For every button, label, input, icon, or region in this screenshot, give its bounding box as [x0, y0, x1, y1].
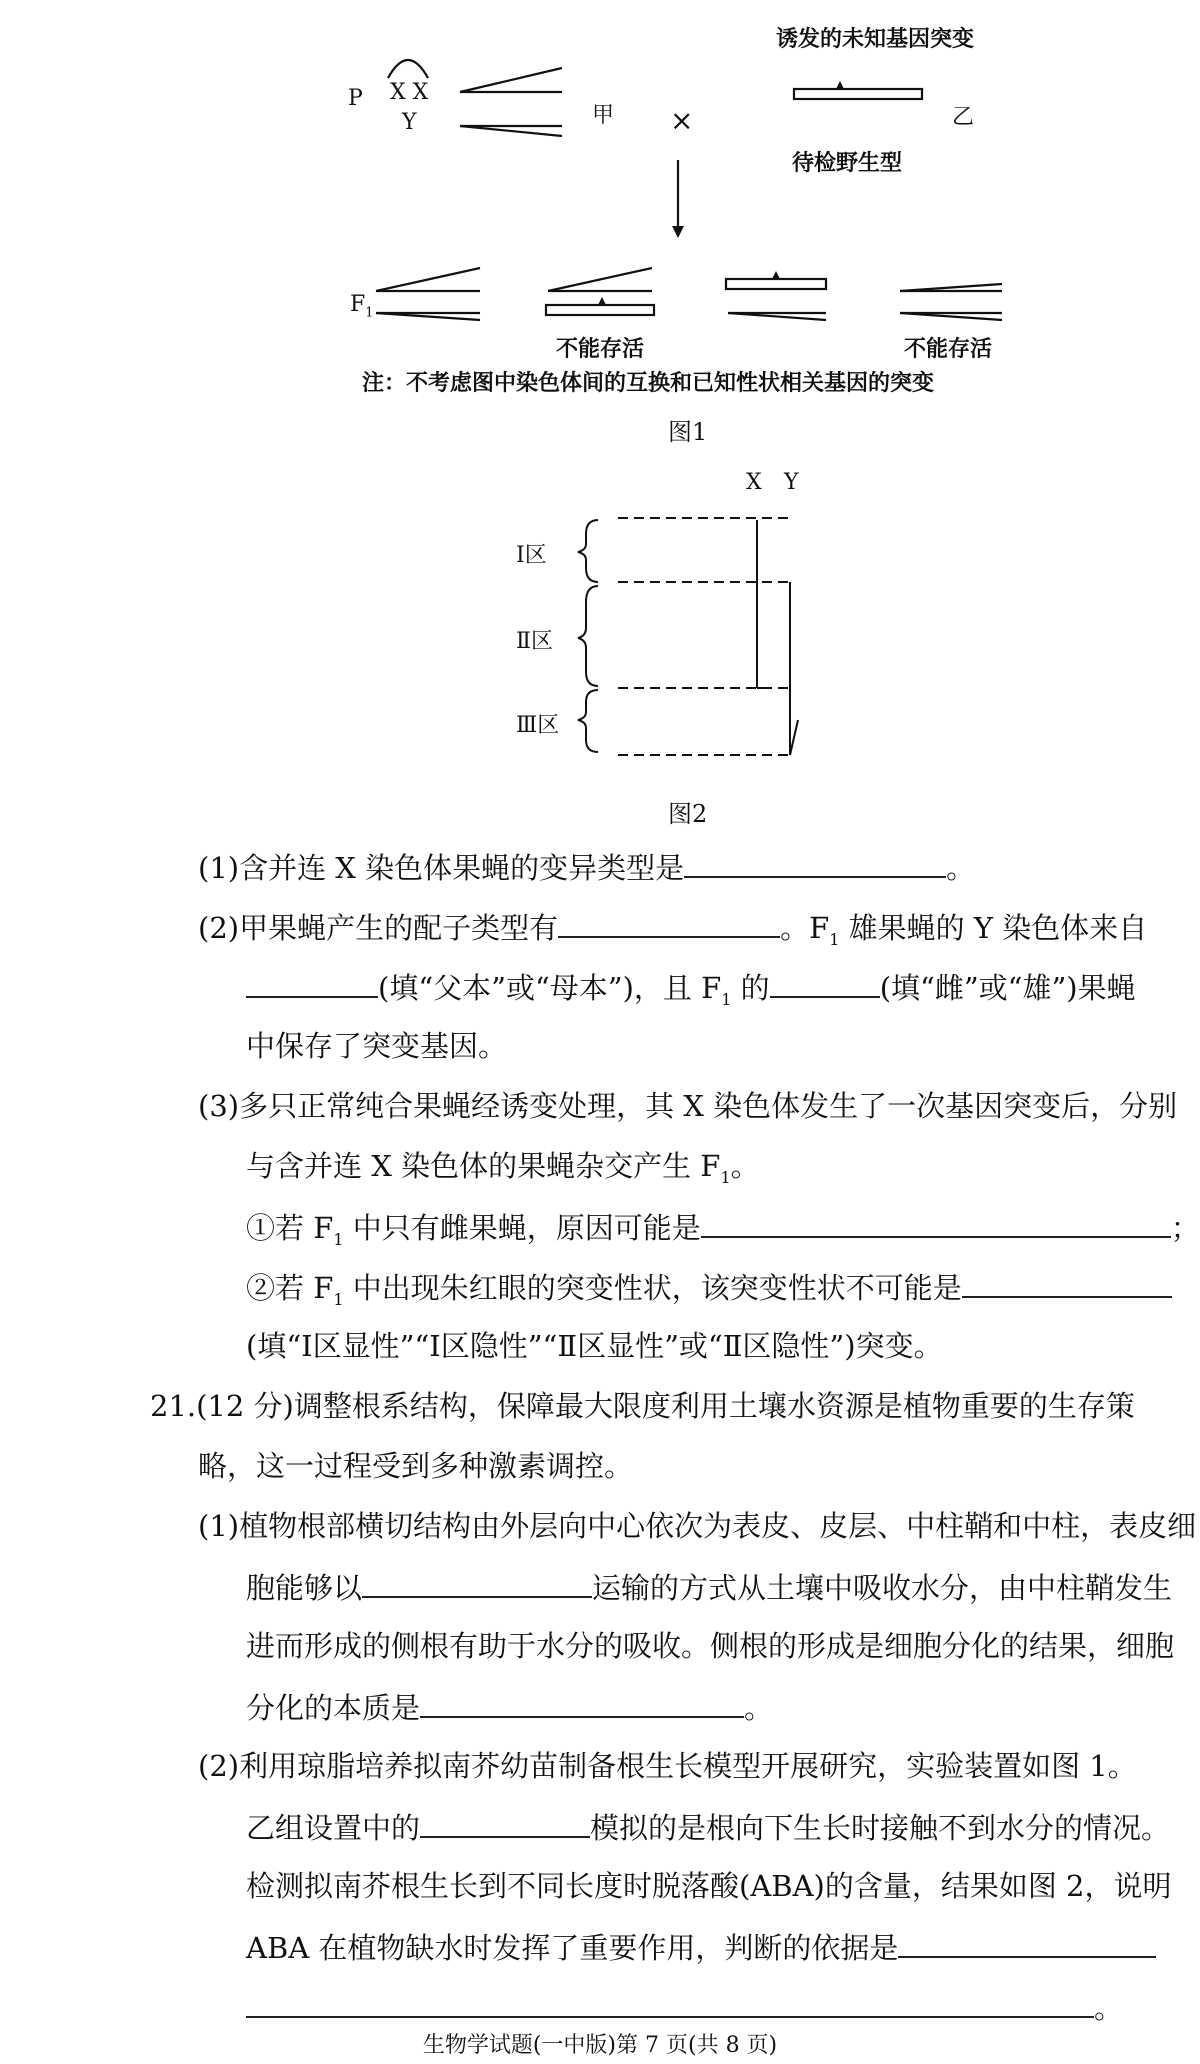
- q20-part2-line3: 中保存了突变基因。: [246, 1029, 508, 1063]
- q21-part2-line5: 。: [246, 1986, 1126, 2028]
- cannot-survive-label-2: 不能存活: [904, 336, 993, 362]
- q20-part3-sub2-cont: (填“Ⅰ区显性”“Ⅰ区隐性”“Ⅱ区显性”或“Ⅱ区隐性”)突变。: [246, 1329, 943, 1363]
- q20-part2-line1: (2)甲果蝇产生的配子类型有 。$F_1$ 雄果蝇的 Y 染色体来自: [198, 906, 1147, 960]
- brace-region-1: [578, 520, 598, 582]
- answer-blank[interactable]: [246, 1986, 1094, 2018]
- xx-arc: [388, 60, 428, 78]
- f1-label: $F_1$: [350, 292, 374, 321]
- answer-blank[interactable]: [362, 1566, 592, 1598]
- answer-blank[interactable]: [558, 906, 780, 938]
- region-3-label: Ⅲ区: [516, 713, 560, 738]
- cannot-survive-label-1: 不能存活: [556, 336, 645, 362]
- q21-part2-line1: (2)利用琼脂培养拟南芥幼苗制备根生长模型开展研究，实验装置如图 1。: [198, 1749, 1137, 1783]
- q21-heading-line1: 21.(12 分)调整根系结构，保障最大限度利用土壤水资源是植物重要的生存策: [150, 1389, 1135, 1423]
- mutation-label: 诱发的未知基因突变: [776, 26, 975, 52]
- q21-part1-line2: 胞能够以 运输的方式从土壤中吸收水分，由中柱鞘发生: [246, 1566, 1172, 1608]
- q20-part3-line2: 与含并连 X 染色体的果蝇杂交产生 $F_1$。: [246, 1149, 760, 1187]
- answer-blank[interactable]: [420, 1686, 744, 1718]
- figure-2-diagram: [0, 450, 1200, 790]
- q21-heading-line2: 略，这一过程受到多种激素调控。: [198, 1449, 634, 1483]
- answer-blank[interactable]: [962, 1266, 1172, 1298]
- jia-y-lower: [460, 126, 562, 136]
- q20-part3-sub1: ①若 $F_1$ 中只有雌果蝇，原因可能是 ；: [246, 1206, 1200, 1260]
- answer-blank[interactable]: [684, 846, 946, 878]
- answer-blank[interactable]: [898, 1926, 1156, 1958]
- mutation-marker: [836, 81, 844, 89]
- q21-part2-line2: 乙组设置中的 模拟的是根向下生长时接触不到水分的情况。: [246, 1806, 1170, 1848]
- q21-part1-line4: 分化的本质是 。: [246, 1686, 773, 1728]
- brace-region-3: [578, 690, 598, 752]
- yi-chromosome: [794, 89, 922, 99]
- wild-type-label: 待检野生型: [792, 150, 903, 176]
- region-1-label: Ⅰ区: [516, 543, 547, 568]
- page-footer: 生物学试题(一中版)第 7 页(共 8 页): [422, 2033, 778, 2058]
- brace-region-2: [578, 586, 598, 686]
- answer-blank[interactable]: [770, 966, 880, 998]
- jia-label: 甲: [592, 103, 615, 128]
- q20-part1: (1)含并连 X 染色体果蝇的变异类型是 。: [198, 846, 975, 888]
- answer-blank[interactable]: [420, 1806, 590, 1838]
- answer-blank[interactable]: [701, 1206, 1171, 1238]
- figure2-caption: 图2: [668, 800, 708, 828]
- q21-part1-line3: 进而形成的侧根有助于水分的吸收。侧根的形成是细胞分化的结果，细胞: [246, 1629, 1175, 1663]
- q20-part2-line2: (填“父本”或“母本”)，且 $F_1$ 的 (填“雌”或“雄”)果蝇: [246, 966, 1136, 1020]
- q20-part3-sub2: ②若 $F_1$ 中出现朱红眼的突变性状，该突变性状不可能是: [246, 1266, 1172, 1320]
- region-2-label: Ⅱ区: [516, 629, 553, 654]
- figure1-caption: 图1: [668, 418, 708, 446]
- fig2-x-label: X: [746, 470, 762, 495]
- y-label: Y: [402, 110, 417, 135]
- answer-blank[interactable]: [246, 966, 378, 998]
- q21-part2-line4: ABA 在植物缺水时发挥了重要作用，判断的依据是: [246, 1926, 1156, 1968]
- q21-part2-line3: 检测拟南芥根生长到不同长度时脱落酸(ABA)的含量，结果如图 2，说明: [246, 1869, 1172, 1903]
- q20-part3-line1: (3)多只正常纯合果蝇经诱变处理，其 X 染色体发生了一次基因突变后，分别: [198, 1089, 1178, 1123]
- xx-label: X X: [390, 80, 429, 105]
- figure1-note: 注：不考虑图中染色体间的互换和已知性状相关基因的突变: [362, 370, 935, 396]
- fig2-y-label: Y: [784, 470, 799, 495]
- cross-arrow-head: [672, 226, 684, 238]
- q21-part1-line1: (1)植物根部横切结构由外层向中心依次为表皮、皮层、中柱鞘和中柱，表皮细: [198, 1509, 1197, 1543]
- jia-x-upper: [460, 68, 562, 92]
- p-label: P: [348, 86, 363, 111]
- yi-label: 乙: [952, 105, 975, 130]
- cross-symbol: ×: [670, 104, 694, 137]
